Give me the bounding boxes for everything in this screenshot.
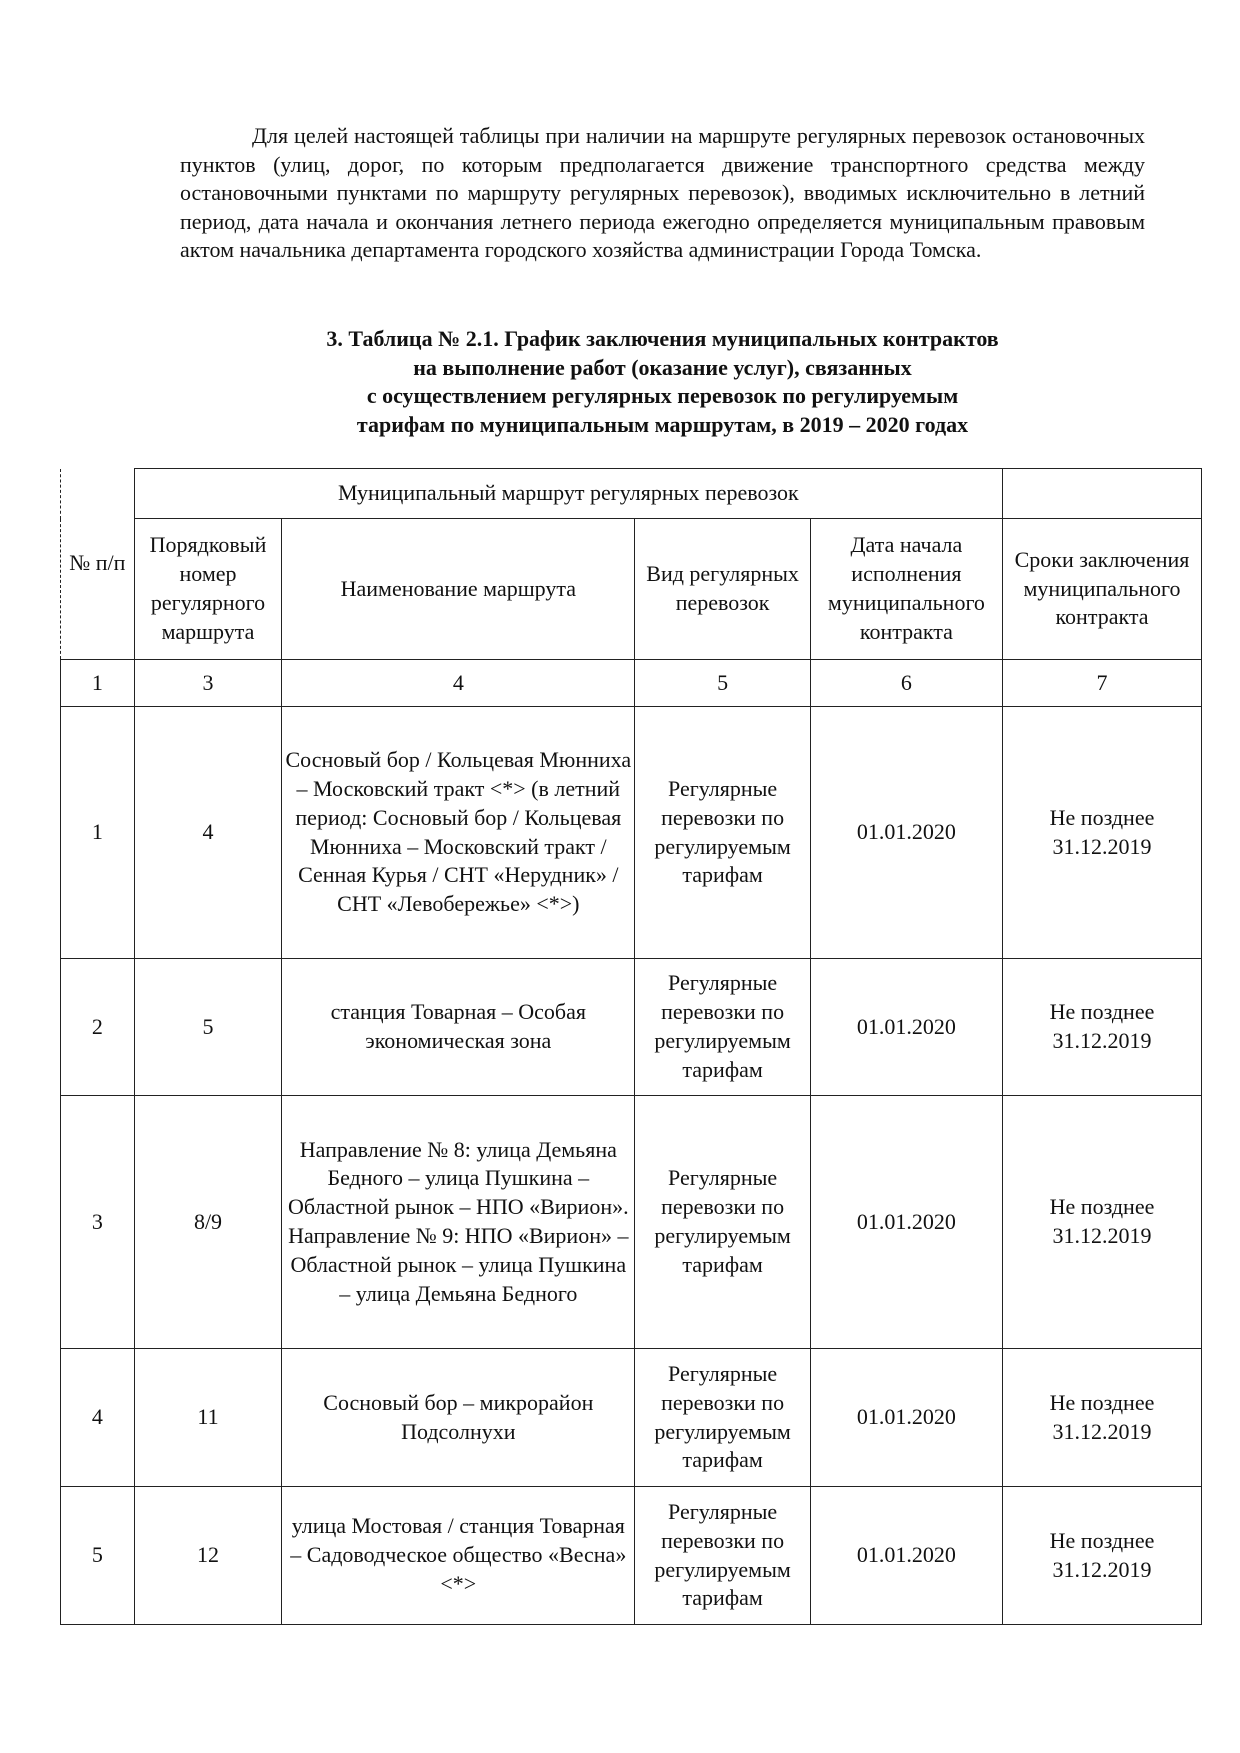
cell-start-date: 01.01.2020 xyxy=(810,959,1002,1096)
header-spacer xyxy=(1003,469,1202,519)
cell-start-date: 01.01.2020 xyxy=(810,1096,1002,1349)
heading-line: на выполнение работ (оказание услуг), связанных xyxy=(413,354,912,380)
cell-transport-type: Регулярные перевозки по регулируемым тарифам xyxy=(635,1487,810,1625)
table-row xyxy=(61,1349,1202,1487)
heading-line: тарифам по муниципальным маршрутам, в 2019 – 2020 годах xyxy=(356,411,969,437)
cell-transport-type: Регулярные перевозки по регулируемым тарифам xyxy=(635,959,810,1096)
table-header-row xyxy=(61,519,1202,660)
column-number: 3 xyxy=(134,660,282,707)
table-row xyxy=(61,1096,1202,1349)
cell-route-number: 12 xyxy=(134,1487,282,1625)
cell-route-name: улица Мостовая / станция Товарная – Садоводческое общество «Весна» <*> xyxy=(282,1487,635,1625)
cell-route-number: 5 xyxy=(134,959,282,1096)
header-num: № п/п xyxy=(61,469,135,660)
cell-transport-type: Регулярные перевозки по регулируемым тарифам xyxy=(635,707,810,959)
cell-route-name: станция Товарная – Особая экономическая зона xyxy=(282,959,635,1096)
column-number-row xyxy=(61,660,1202,707)
cell-start-date: 01.01.2020 xyxy=(810,1487,1002,1625)
header-deadline: Сроки заключения муниципального контракта xyxy=(1003,519,1202,660)
column-number: 1 xyxy=(61,660,135,707)
cell-route-name: Направление № 8: улица Демьяна Бедного – улица Пушкина – Областной рынок – НПО «Вирион». Направление № 9: НПО «Вирион» – Областной рынок – улица Пушкина – улица Демьяна Бедного xyxy=(282,1096,635,1349)
cell-num: 2 xyxy=(61,959,135,1096)
table-heading xyxy=(150,325,1175,439)
column-number: 6 xyxy=(810,660,1002,707)
header-transport-type: Вид регулярных перевозок xyxy=(635,519,810,660)
contracts-table xyxy=(60,468,1202,1625)
cell-route-number: 8/9 xyxy=(134,1096,282,1349)
heading-line: с осуществлением регулярных перевозок по регулируемым xyxy=(366,383,959,408)
intro-paragraph: Для целей настоящей таблицы при наличии на маршруте регулярных перевозок остановочных пунктов (улиц, дорог, по которым предполагается движение транспортного средства между остановочными пунктами по маршруту регулярных перевозок), вводимых исключительно в летний период, дата начала и окончания летнего периода ежегодно определяется муниципальным правовым актом начальника департамента городского хозяйства администрации Города Томска. xyxy=(180,123,1145,262)
header-group-route: Муниципальный маршрут регулярных перевозок xyxy=(134,469,1002,519)
table-header-group-row xyxy=(61,469,1202,519)
cell-deadline: Не позднее 31.12.2019 xyxy=(1003,1487,1202,1625)
cell-transport-type: Регулярные перевозки по регулируемым тарифам xyxy=(635,1096,810,1349)
header-route-number: Порядковый номер регулярного маршрута xyxy=(134,519,282,660)
header-start-date: Дата начала исполнения муниципального контракта xyxy=(810,519,1002,660)
cell-deadline: Не позднее 31.12.2019 xyxy=(1003,959,1202,1096)
table-row xyxy=(61,707,1202,959)
cell-deadline: Не позднее 31.12.2019 xyxy=(1003,1096,1202,1349)
header-route-name: Наименование маршрута xyxy=(282,519,635,660)
cell-route-name: Сосновый бор / Кольцевая Мюнниха – Московский тракт <*> (в летний период: Сосновый бор / Кольцевая Мюнниха – Московский тракт / Сенная Курья / СНТ «Нерудник» / СНТ «Левобережье» <*>) xyxy=(282,707,635,959)
column-number: 4 xyxy=(282,660,635,707)
table-row xyxy=(61,1487,1202,1625)
cell-num: 4 xyxy=(61,1349,135,1487)
column-number: 5 xyxy=(635,660,810,707)
cell-route-number: 4 xyxy=(134,707,282,959)
cell-route-name: Сосновый бор – микрорайон Подсолнухи xyxy=(282,1349,635,1487)
cell-start-date: 01.01.2020 xyxy=(810,707,1002,959)
cell-num: 1 xyxy=(61,707,135,959)
heading-line: 3. Таблица № 2.1. График заключения муниципальных контрактов xyxy=(326,326,999,351)
cell-deadline: Не позднее 31.12.2019 xyxy=(1003,1349,1202,1487)
cell-deadline: Не позднее 31.12.2019 xyxy=(1003,707,1202,959)
cell-start-date: 01.01.2020 xyxy=(810,1349,1002,1487)
cell-transport-type: Регулярные перевозки по регулируемым тарифам xyxy=(635,1349,810,1487)
column-number: 7 xyxy=(1003,660,1202,707)
cell-num: 5 xyxy=(61,1487,135,1625)
cell-num: 3 xyxy=(61,1096,135,1349)
cell-route-number: 11 xyxy=(134,1349,282,1487)
table-row xyxy=(61,959,1202,1096)
